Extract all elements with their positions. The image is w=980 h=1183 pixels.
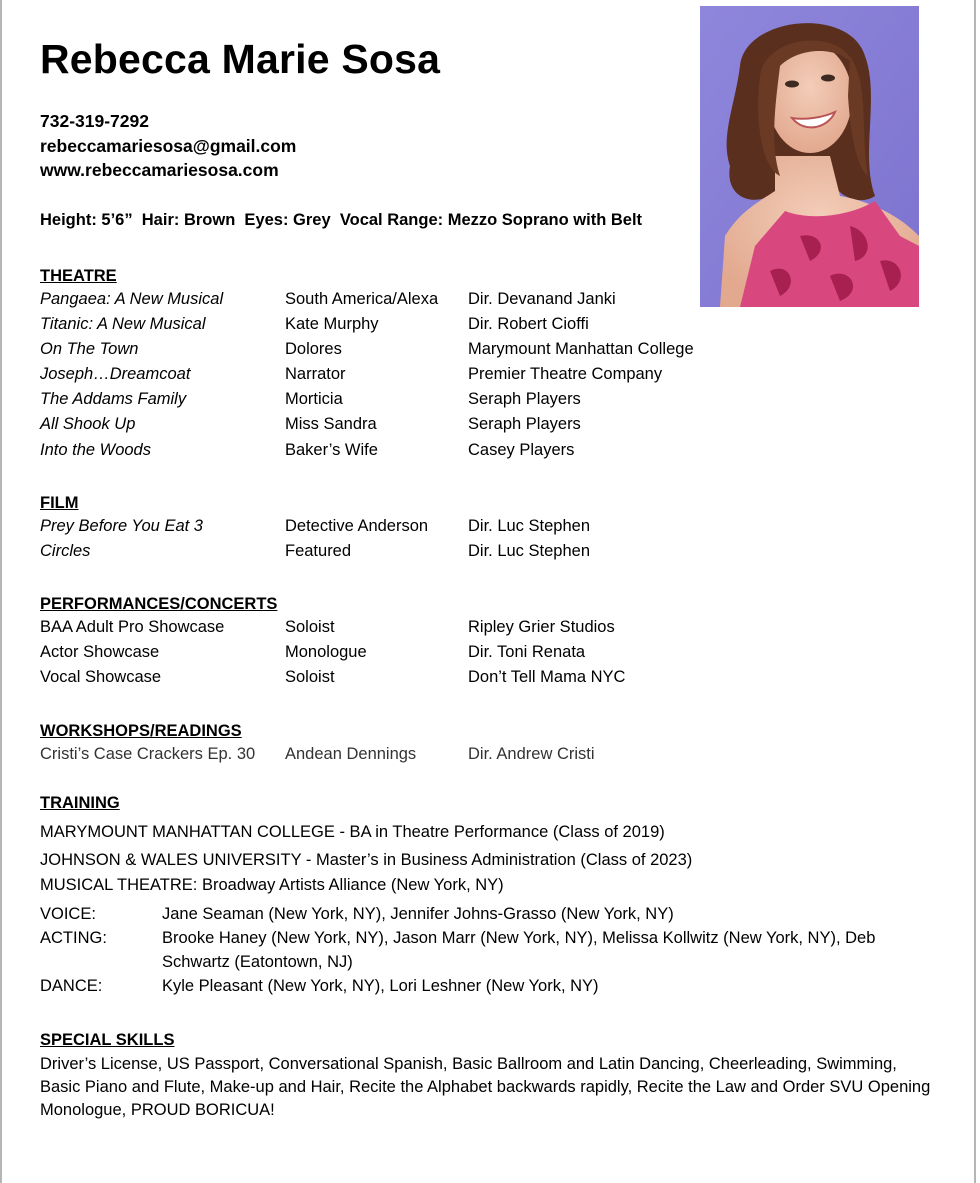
credit-row xyxy=(40,539,940,564)
credit-company: Dir. Robert Cioffi xyxy=(468,315,589,334)
email-address: rebeccamariesosa@gmail.com xyxy=(40,135,297,156)
headshot-photo xyxy=(700,6,919,307)
training-teachers: Brooke Haney (New York, NY), Jason Marr (New York, NY), Melissa Kollwitz (New York, NY), Deb Schwartz (Eatontown, NJ) xyxy=(162,929,876,971)
credit-row xyxy=(40,615,940,640)
credit-role: Soloist xyxy=(285,668,335,687)
credit-title: The Addams Family xyxy=(40,390,187,409)
credit-role: Baker’s Wife xyxy=(285,440,378,459)
performances-heading: PERFORMANCES/CONCERTS xyxy=(40,595,278,613)
theatre-section xyxy=(40,265,940,463)
credit-title: Joseph…Dreamcoat xyxy=(40,365,191,384)
credit-role: Monologue xyxy=(285,643,367,662)
training-line: JOHNSON & WALES UNIVERSITY - Master’s in Business Administration (Class of 2023) xyxy=(40,851,693,869)
credit-role: Kate Murphy xyxy=(285,315,379,334)
credit-company: Casey Players xyxy=(468,440,575,459)
contact-block xyxy=(40,109,296,183)
credit-role: Andean Dennings xyxy=(285,745,417,763)
credit-row xyxy=(40,387,940,412)
credit-role: South America/Alexa xyxy=(285,290,439,308)
training-teachers: Jane Seaman (New York, NY), Jennifer Johns-Grasso (New York, NY) xyxy=(162,905,674,923)
credit-role: Miss Sandra xyxy=(285,415,377,434)
credit-row xyxy=(40,665,940,690)
credit-row xyxy=(40,312,940,337)
credit-role: Detective Anderson xyxy=(285,517,429,535)
training-voice-row xyxy=(40,902,940,926)
training-label: VOICE: xyxy=(40,905,96,923)
training-line: MARYMOUNT MANHATTAN COLLEGE - BA in Theatre Performance (Class of 2019) xyxy=(40,823,665,841)
credit-company: Seraph Players xyxy=(468,415,581,434)
credit-company: Ripley Grier Studios xyxy=(468,618,615,636)
credit-row xyxy=(40,287,940,312)
skills-heading: SPECIAL SKILLS xyxy=(40,1031,175,1049)
training-label: ACTING: xyxy=(40,929,107,947)
resume-name: Rebecca Marie Sosa xyxy=(40,36,441,82)
credit-company: Premier Theatre Company xyxy=(468,365,663,384)
credit-company: Dir. Luc Stephen xyxy=(468,542,590,561)
credit-company: Marymount Manhattan College xyxy=(468,340,694,359)
credit-title: Actor Showcase xyxy=(40,643,160,662)
training-heading: TRAINING xyxy=(40,794,120,812)
film-heading: FILM xyxy=(40,494,79,512)
credit-row xyxy=(40,640,940,665)
credit-row xyxy=(40,742,940,767)
credit-title: BAA Adult Pro Showcase xyxy=(40,618,225,636)
credit-title: On The Town xyxy=(40,340,139,359)
credit-company: Seraph Players xyxy=(468,390,581,409)
credit-row xyxy=(40,438,940,463)
workshops-section xyxy=(40,720,940,767)
credit-row xyxy=(40,412,940,437)
training-line: MUSICAL THEATRE: Broadway Artists Alliance (New York, NY) xyxy=(40,876,504,894)
credit-company: Don’t Tell Mama NYC xyxy=(468,668,626,687)
credit-role: Dolores xyxy=(285,340,342,359)
physical-stats: Height: 5’6” Hair: Brown Eyes: Grey Vocal Range: Mezzo Soprano with Belt xyxy=(40,211,643,229)
training-teachers: Kyle Pleasant (New York, NY), Lori Leshner (New York, NY) xyxy=(162,977,599,995)
skills-section xyxy=(40,1029,940,1122)
credit-title: All Shook Up xyxy=(40,415,136,434)
credit-title: Circles xyxy=(40,542,91,561)
credit-company: Dir. Andrew Cristi xyxy=(468,745,595,763)
training-acting-row xyxy=(40,926,940,974)
skills-text: Driver’s License, US Passport, Conversational Spanish, Basic Ballroom and Latin Dancing, Cheerleading, Swimming, Basic Piano and Flute, Make-up and Hair, Recite the Alphabet backwards rapidly, Recite the Law and Order SVU Opening Monologue, PROUD BORICUA! xyxy=(40,1055,931,1119)
credit-title: Cristi’s Case Crackers Ep. 30 xyxy=(40,745,256,763)
credit-role: Morticia xyxy=(285,390,343,409)
phone-number: 732-319-7292 xyxy=(40,111,149,131)
credit-role: Soloist xyxy=(285,618,335,636)
credit-role: Featured xyxy=(285,542,352,561)
credit-title: Into the Woods xyxy=(40,440,151,459)
theatre-heading: THEATRE xyxy=(40,267,117,285)
training-section xyxy=(40,792,940,998)
credit-row xyxy=(40,337,940,362)
credit-title: Titanic: A New Musical xyxy=(40,315,206,334)
credit-title: Pangaea: A New Musical xyxy=(40,290,224,308)
credit-company: Dir. Luc Stephen xyxy=(468,517,590,535)
credit-company: Dir. Devanand Janki xyxy=(468,290,616,308)
film-section xyxy=(40,492,940,564)
credit-title: Prey Before You Eat 3 xyxy=(40,517,203,535)
training-label: DANCE: xyxy=(40,977,103,995)
credit-row xyxy=(40,514,940,539)
credit-company: Dir. Toni Renata xyxy=(468,643,586,662)
workshops-heading: WORKSHOPS/READINGS xyxy=(40,722,242,740)
credit-role: Narrator xyxy=(285,365,346,384)
credit-title: Vocal Showcase xyxy=(40,668,162,687)
website-url: www.rebeccamariesosa.com xyxy=(40,160,279,180)
credit-row xyxy=(40,362,940,387)
performances-section xyxy=(40,593,940,690)
training-dance-row xyxy=(40,974,940,998)
